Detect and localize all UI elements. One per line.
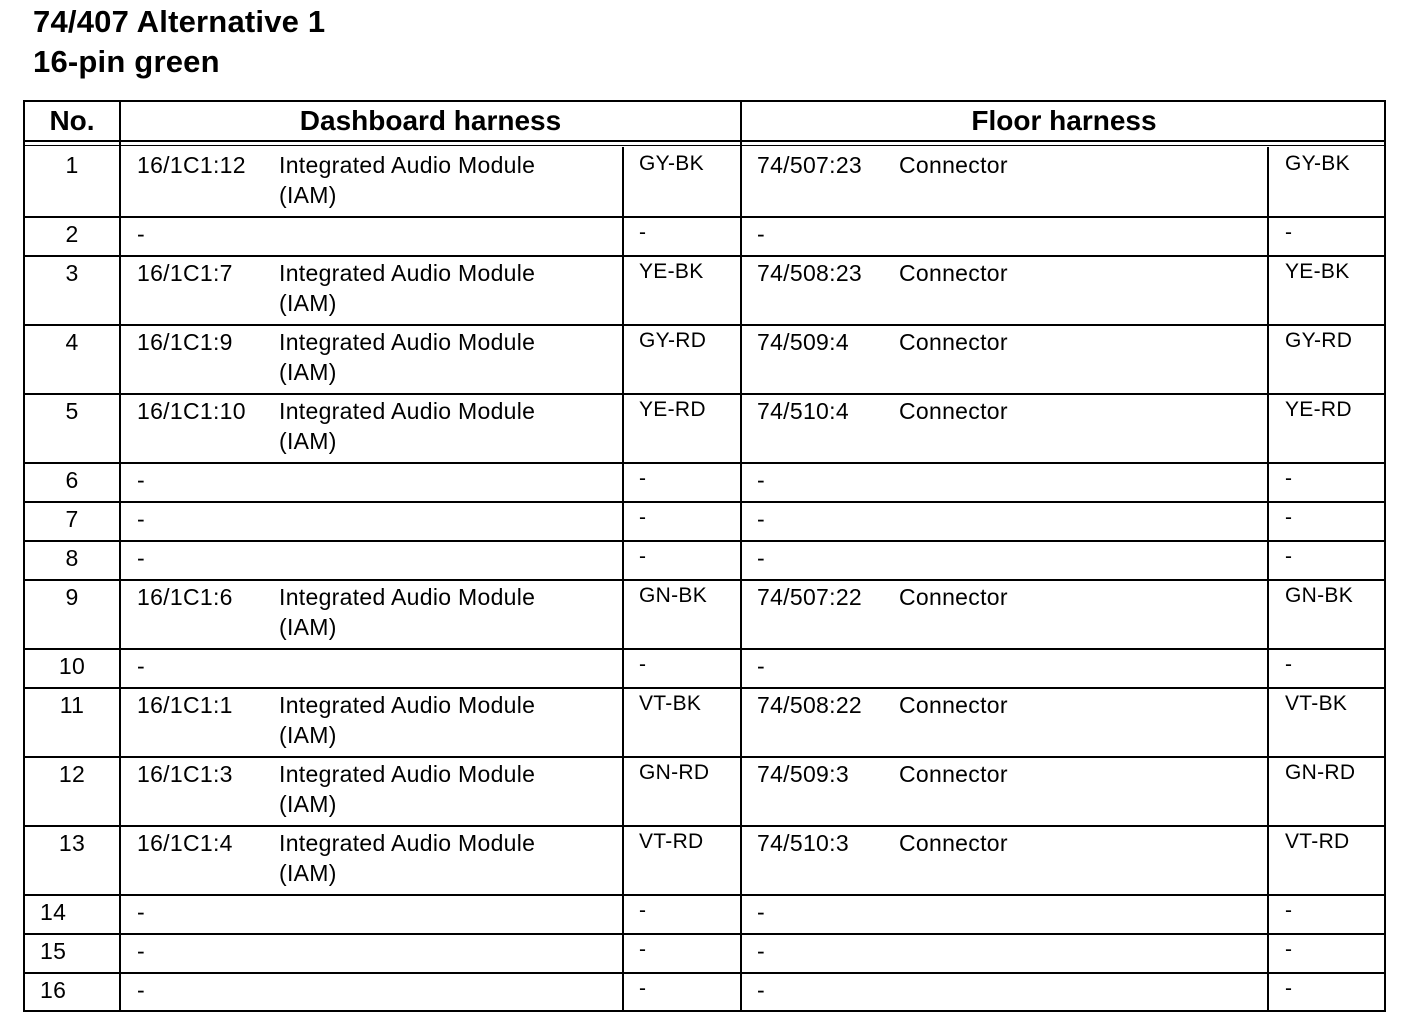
dashboard-wire-color: VT-RD	[639, 830, 704, 853]
dashboard-wire-color: -	[639, 545, 647, 568]
floor-description: Connector	[899, 584, 1008, 610]
pin-number: 6	[65, 467, 79, 493]
dashboard-wire-color: -	[639, 653, 647, 676]
floor-wire-color: -	[1285, 467, 1293, 490]
table-row	[25, 462, 1384, 501]
dashboard-reference: 16/1C1:6	[137, 584, 233, 610]
table-row	[25, 972, 1384, 1011]
floor-wire-color: YE-RD	[1285, 398, 1352, 421]
header-double-rule	[25, 142, 1384, 146]
dashboard-reference: -	[137, 221, 145, 247]
dashboard-reference: 16/1C1:7	[137, 260, 233, 286]
floor-wire-color: VT-RD	[1285, 830, 1350, 853]
divider-floor	[740, 102, 742, 1010]
document-title	[33, 2, 325, 82]
dashboard-wire-color: GY-BK	[639, 152, 704, 175]
dashboard-description: Integrated Audio Module	[279, 329, 536, 355]
pin-number: 9	[65, 584, 79, 610]
dashboard-wire-color: -	[639, 977, 647, 1000]
floor-reference: -	[757, 899, 765, 925]
floor-description: Connector	[899, 398, 1008, 424]
pin-number: 1	[65, 152, 79, 178]
title-line-1: 74/407 Alternative 1	[33, 4, 326, 39]
table-row	[25, 393, 1384, 462]
dashboard-reference: 16/1C1:4	[137, 830, 233, 856]
floor-reference: 74/509:4	[757, 329, 849, 355]
dashboard-description: (IAM)	[279, 182, 337, 208]
floor-wire-color: -	[1285, 938, 1293, 961]
pin-number: 4	[65, 329, 79, 355]
dashboard-description: Integrated Audio Module	[279, 398, 536, 424]
floor-reference: 74/507:22	[757, 584, 863, 610]
floor-wire-color: VT-BK	[1285, 692, 1348, 715]
floor-reference: -	[757, 653, 765, 679]
floor-reference: -	[757, 977, 765, 1003]
floor-wire-color: -	[1285, 545, 1293, 568]
dashboard-reference: 16/1C1:9	[137, 329, 233, 355]
table-row	[25, 687, 1384, 756]
pin-number: 16	[40, 977, 67, 1003]
dashboard-wire-color: YE-BK	[639, 260, 704, 283]
dashboard-reference: -	[137, 467, 145, 493]
dashboard-description: (IAM)	[279, 359, 337, 385]
dashboard-description: Integrated Audio Module	[279, 692, 536, 718]
floor-reference: -	[757, 545, 765, 571]
table-row	[25, 579, 1384, 648]
pin-number: 12	[58, 761, 86, 787]
divider-no	[119, 102, 121, 1010]
dashboard-reference: -	[137, 938, 145, 964]
floor-wire-color: YE-BK	[1285, 260, 1350, 283]
dashboard-description: (IAM)	[279, 860, 337, 886]
floor-reference: 74/508:22	[757, 692, 863, 718]
floor-description: Connector	[899, 152, 1008, 178]
dashboard-description: Integrated Audio Module	[279, 152, 536, 178]
dashboard-wire-color: YE-RD	[639, 398, 706, 421]
floor-wire-color: GY-RD	[1285, 329, 1353, 352]
floor-wire-color: -	[1285, 977, 1293, 1000]
floor-wire-color: -	[1285, 653, 1293, 676]
floor-reference: 74/510:4	[757, 398, 849, 424]
floor-description: Connector	[899, 692, 1008, 718]
table-row	[25, 540, 1384, 579]
table-row	[25, 894, 1384, 933]
dashboard-wire-color: -	[639, 221, 647, 244]
pin-number: 11	[59, 692, 85, 718]
header-floor-harness: Floor harness	[971, 105, 1157, 136]
floor-reference: -	[757, 938, 765, 964]
floor-wire-color: GN-RD	[1285, 761, 1356, 784]
header-dashboard-harness: Dashboard harness	[299, 105, 562, 136]
floor-wire-color: -	[1285, 506, 1293, 529]
dashboard-description: Integrated Audio Module	[279, 584, 536, 610]
table-row	[25, 324, 1384, 393]
table-row	[25, 255, 1384, 324]
dashboard-description: (IAM)	[279, 614, 337, 640]
dashboard-wire-color: GN-BK	[639, 584, 708, 607]
dashboard-wire-color: -	[639, 899, 647, 922]
pin-number: 5	[65, 398, 79, 424]
dashboard-reference: 16/1C1:10	[137, 398, 246, 424]
dashboard-description: (IAM)	[279, 722, 337, 748]
floor-reference: 74/510:3	[757, 830, 849, 856]
dashboard-description: Integrated Audio Module	[279, 260, 536, 286]
table-row	[25, 933, 1384, 972]
floor-reference: 74/507:23	[757, 152, 863, 178]
pin-number: 2	[65, 221, 79, 247]
dashboard-reference: 16/1C1:12	[137, 152, 246, 178]
pin-number: 13	[58, 830, 86, 856]
table-row	[25, 147, 1384, 216]
table-row	[25, 501, 1384, 540]
pin-number: 14	[40, 899, 67, 925]
dashboard-wire-color: GN-RD	[639, 761, 710, 784]
floor-wire-color: GN-BK	[1285, 584, 1354, 607]
floor-description: Connector	[899, 329, 1008, 355]
dashboard-reference: -	[137, 545, 145, 571]
table-row	[25, 756, 1384, 825]
pin-number: 3	[65, 260, 79, 286]
floor-reference: 74/508:23	[757, 260, 863, 286]
dashboard-wire-color: -	[639, 938, 647, 961]
title-line-2: 16-pin green	[33, 44, 220, 79]
dashboard-description: (IAM)	[279, 428, 337, 454]
pin-number: 15	[40, 938, 67, 964]
floor-wire-color: GY-BK	[1285, 152, 1350, 175]
divider-dash-color	[622, 147, 624, 1010]
floor-description: Connector	[899, 830, 1008, 856]
floor-wire-color: -	[1285, 221, 1293, 244]
dashboard-reference: -	[137, 899, 145, 925]
floor-description: Connector	[899, 761, 1008, 787]
table-row	[25, 825, 1384, 894]
floor-wire-color: -	[1285, 899, 1293, 922]
dashboard-wire-color: GY-RD	[639, 329, 707, 352]
floor-reference: -	[757, 467, 765, 493]
floor-reference: -	[757, 221, 765, 247]
dashboard-reference: 16/1C1:3	[137, 761, 233, 787]
dashboard-wire-color: -	[639, 506, 647, 529]
dashboard-description: (IAM)	[279, 290, 337, 316]
table-header	[25, 102, 1384, 142]
dashboard-description: Integrated Audio Module	[279, 761, 536, 787]
floor-reference: 74/509:3	[757, 761, 849, 787]
divider-floor-color	[1267, 147, 1269, 1010]
table-row	[25, 648, 1384, 687]
floor-description: Connector	[899, 260, 1008, 286]
dashboard-description: (IAM)	[279, 791, 337, 817]
pin-table	[23, 100, 1386, 1012]
dashboard-wire-color: -	[639, 467, 647, 490]
floor-reference: -	[757, 506, 765, 532]
table-row	[25, 216, 1384, 255]
dashboard-reference: -	[137, 506, 145, 532]
dashboard-description: Integrated Audio Module	[279, 830, 536, 856]
dashboard-reference: 16/1C1:1	[137, 692, 233, 718]
dashboard-wire-color: VT-BK	[639, 692, 702, 715]
pin-number: 7	[65, 506, 79, 532]
pin-number: 8	[65, 545, 79, 571]
dashboard-reference: -	[137, 653, 145, 679]
header-no: No.	[49, 105, 95, 136]
dashboard-reference: -	[137, 977, 145, 1003]
pin-number: 10	[58, 653, 86, 679]
